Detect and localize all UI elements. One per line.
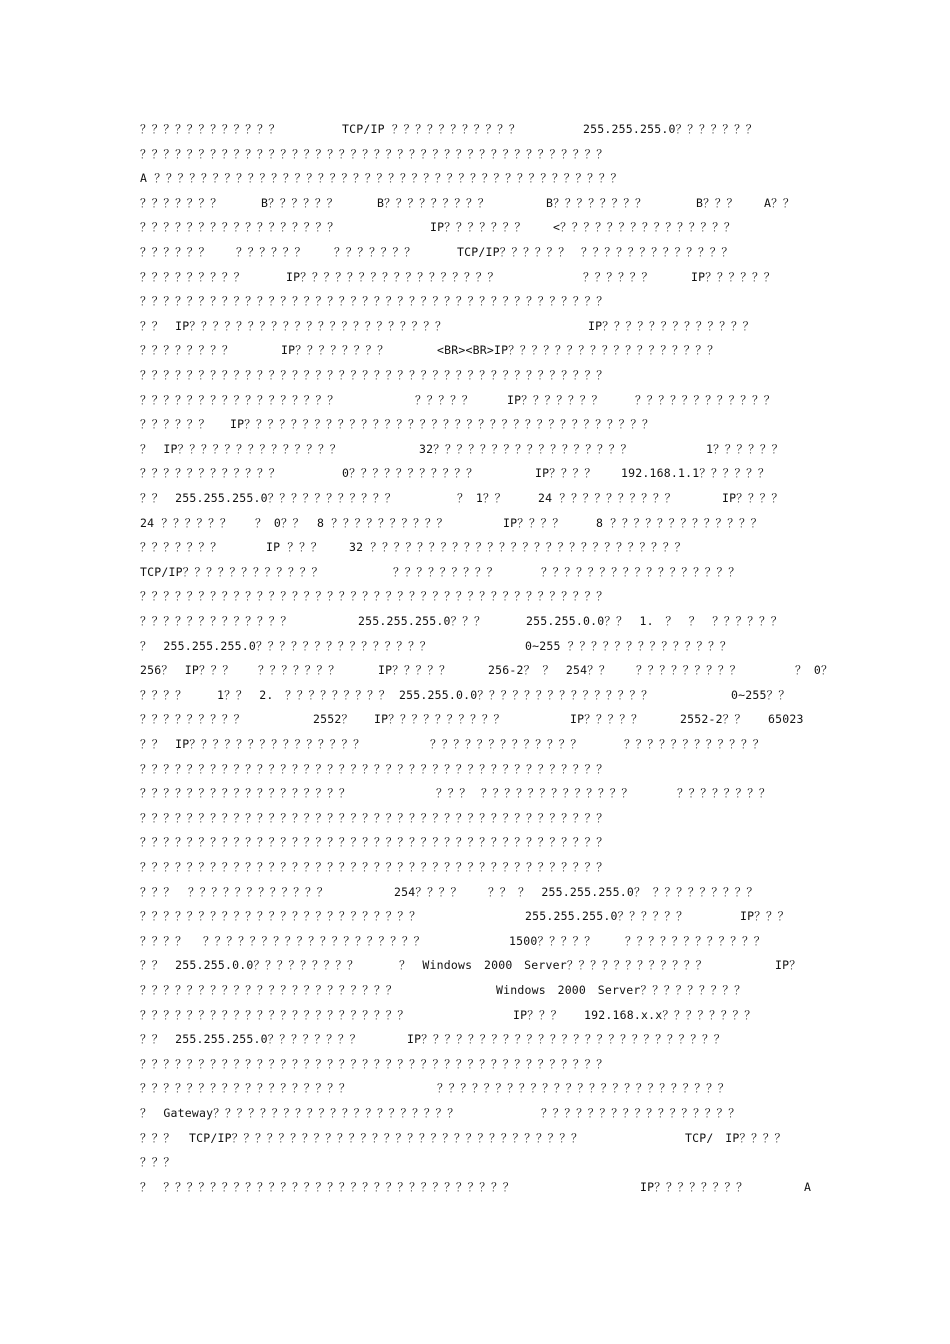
text-line <box>0 341 950 361</box>
text-line <box>0 1079 950 1099</box>
text-segment: ？？？？？？？？？？？？？？？？？？？？？？？？ <box>140 909 421 924</box>
text-segment: ？？？？？？？？？？？？？？？？？？？？？？？？？？？？？？？？？？？？？？？？ <box>140 368 608 382</box>
text-segment: A ？？？？？？？？？？？？？？？？？？？？？？？？？？？？？？？？？？？？？？？？ <box>140 171 623 186</box>
text-segment: IP？？？？ <box>722 491 784 505</box>
text-segment: ？？？？？？？？？ <box>393 564 499 579</box>
text-segment: ？？？ <box>140 884 176 899</box>
text-segment: ？？？？？？？？？？？？？？？？？？？？？？ <box>140 983 398 997</box>
text-segment: 32 ？？？？？？？？？？？？？？？？？？？？？？？？？？？ <box>349 540 687 555</box>
text-segment: ？？？？？？ <box>140 417 211 432</box>
text-line <box>0 809 950 829</box>
text-segment: B？？？？？？？？？ <box>377 195 490 210</box>
text-line <box>0 292 950 312</box>
text-segment: ？？？ <box>436 786 472 801</box>
text-segment: 1500？？？？？ <box>509 933 596 948</box>
text-line <box>0 637 950 657</box>
text-segment: IP？？？？？？？？？？？？？？？？？？？？？？？？？？？？？？？？？？？ <box>230 417 654 432</box>
text-segment: IP？？？？？？？？？？ <box>374 712 506 727</box>
text-line <box>0 194 950 214</box>
text-segment: IP ？？？ <box>266 540 323 555</box>
text-segment: ？ 1？？ <box>457 491 507 505</box>
text-segment: IP？？？？？？？ <box>507 392 604 407</box>
text-segment: 24 ？？？？？？？？？？ <box>538 491 677 505</box>
text-segment: IP？ <box>775 958 801 973</box>
text-segment: IP？？？？？？？？ <box>281 343 389 358</box>
text-segment: ？？？？？？？？？？？？？？？？？ <box>140 220 339 235</box>
text-line <box>0 1129 950 1149</box>
text-segment: ？？？？？？？？？？？？？？？？？？？？？？？？？？？？？？？？？？？？？？？？ <box>140 810 608 825</box>
text-line <box>0 760 950 780</box>
text-line <box>0 243 950 263</box>
text-line <box>0 981 950 1001</box>
text-segment: ？？？？？？？？？？？？ <box>188 884 329 899</box>
text-segment: ？？？？？？？？？？？？？ <box>481 786 634 801</box>
text-segment: ？？？？？？？ <box>140 540 222 555</box>
text-segment: ？ 0？ <box>795 663 833 678</box>
text-line <box>0 366 950 386</box>
text-segment: ？？ IP？？？？？？？？？？？？？？？ <box>140 737 365 751</box>
text-line <box>0 833 950 853</box>
text-line <box>0 587 950 607</box>
text-line <box>0 145 950 165</box>
text-segment: 2552-2？？ <box>680 712 747 727</box>
text-segment: 255.255.255.0？？？ <box>358 614 486 628</box>
text-segment: ？？？？？？？ <box>334 245 416 259</box>
text-line <box>0 1153 950 1173</box>
text-line <box>0 907 950 927</box>
text-line <box>0 1178 950 1198</box>
text-segment: IP？？？？？？？？？？？？？？？？？？？？？？？？？？ <box>407 1032 726 1047</box>
text-segment: ？？？？？？？？？？？？？？？？？？？ <box>203 933 426 948</box>
text-segment: ？ IP？？？？？？？？？？？？？？ <box>140 441 342 456</box>
text-segment: ？？？ <box>140 1155 176 1170</box>
text-line <box>0 735 950 755</box>
text-line <box>0 464 950 484</box>
text-segment: 65023 <box>768 712 804 727</box>
text-segment: IP？？？？？？？？ <box>640 1179 748 1194</box>
text-segment: ？？？？？？？？？？？？？？？？？ <box>541 564 740 579</box>
text-segment: ？ Windows 2000 Server？？？？？？？？？？？？ <box>399 958 708 973</box>
text-segment: 32？？？？？？？？？？？？？？？？？ <box>419 441 633 456</box>
text-segment: 256？ IP？？？ <box>140 663 235 678</box>
text-segment: 192.168.x.x？？？？？？？？ <box>584 1007 756 1022</box>
text-segment: ？？？？？？？？？？？？？？？？？？？？？？？？？ <box>437 1081 730 1096</box>
text-segment: IP？？？？ <box>535 466 597 481</box>
text-segment: B？？？？？？ <box>261 195 339 210</box>
text-segment: TCP/IP？？？？？？？？？？？？？？？？？？？？？？？？？？？？？？ <box>189 1130 583 1145</box>
text-segment: ？？？？？？？？？？？？？？？？？？？？？？？ <box>140 1007 410 1022</box>
text-segment: 255.255.255.0？？？？？？？ <box>583 122 758 136</box>
text-segment: ？？？？？？？？？？？？？？？？？？ <box>140 1081 351 1096</box>
text-line <box>0 538 950 558</box>
text-line <box>0 1055 950 1075</box>
text-segment: ？？？？ <box>140 687 187 702</box>
text-segment: ？？？？？？？？？ <box>140 269 246 284</box>
text-segment: A？？ <box>764 195 795 210</box>
text-segment: B？？？ <box>696 195 739 210</box>
text-segment: TCP/IP ？？？？？？？？？？？ <box>342 122 521 136</box>
text-segment: 255.255.255.0？？？？？？ <box>525 909 688 924</box>
text-segment: ？？？？？？？？？？？？？？？？？？？？？？？？？？？？？？？？？？？？？？？？ <box>140 860 608 874</box>
text-line <box>0 932 950 952</box>
text-segment: ？？ 255.255.255.0？？？？？？？？？？？ <box>140 491 397 505</box>
text-segment: ？？？？？？？？？？？？？？？？？？？？？？？？？？？？？？？？？？？？？？？？ <box>140 1056 608 1071</box>
text-line <box>0 710 950 730</box>
text-segment: ？ 0？？ <box>255 515 305 530</box>
text-segment: 8 ？？？？？？？？？？ <box>317 515 449 530</box>
text-segment: ？ 255.255.255.0？？？？？？？？？？？？？？？ <box>140 638 432 653</box>
text-segment: IP？？？？？？？？？？？？？ <box>588 318 755 333</box>
text-segment: ？？？？？？？？？？？？ <box>140 122 281 136</box>
text-line <box>0 120 950 140</box>
text-segment: 0~255 ？？？？？？？？？？？？？？ <box>525 638 732 653</box>
text-segment: ？？？？？？？ <box>140 195 222 210</box>
text-segment: <BR><BR>IP？？？？？？？？？？？？？？？？？？ <box>437 343 719 358</box>
text-segment: 1？？ 2. ？？？？？？？？？ <box>217 687 391 702</box>
text-segment: 254？？？？ <box>394 884 463 899</box>
text-segment: B？？？？？？？？ <box>546 195 647 210</box>
text-segment: ？？？？？？？？？？？？？？？？？？？？？？？？？？？？？？？？？？？？？？？？ <box>140 294 608 309</box>
text-line <box>0 563 950 583</box>
text-segment: ？？？？？？？？？？？？？？？？？？ <box>140 786 351 801</box>
text-segment: ？？ <box>488 884 512 899</box>
text-segment: ？？？？？？？？？？？？？ <box>140 614 293 628</box>
text-segment: IP？？？？？ <box>378 663 451 678</box>
text-segment: ？？？ <box>140 1130 176 1145</box>
text-segment: 24 ？？？？？？ <box>140 515 232 530</box>
text-segment: ？ 255.255.255.0？ ？？？？？？？？？ <box>518 884 759 899</box>
text-segment: IP？？？？ <box>503 515 565 530</box>
text-segment: ？？？？？？？？？？？？？？？？？？？？？？？？？？？？？？？？？？？？？？？？ <box>140 761 608 776</box>
text-segment: ？？？？？？？？？？？？？ <box>581 245 734 259</box>
text-segment: ？？？？？？？？？ <box>636 663 742 678</box>
text-segment: Windows 2000 Server？？？？？？？？？ <box>496 983 746 997</box>
text-segment: IP？？？ <box>513 1007 563 1022</box>
text-line <box>0 883 950 903</box>
text-line <box>0 784 950 804</box>
text-segment: ？？？？？？？？？ <box>140 712 246 727</box>
text-line <box>0 1006 950 1026</box>
text-segment: ？？？？？？ <box>236 245 307 259</box>
text-segment: ？？？？？？？？？？？？ <box>635 392 776 407</box>
text-segment: <？？？？？？？？？？？？？？？ <box>553 220 736 235</box>
text-segment: ？？？？？？？？？？？？？？？？？ <box>140 392 339 407</box>
text-line <box>0 661 950 681</box>
text-segment: TCP/ IP？？？？ <box>685 1130 787 1145</box>
text-line <box>0 317 950 337</box>
text-segment: ？？？？？ <box>415 392 474 407</box>
text-segment: ？？？？？？？？？？？？？ <box>430 737 583 751</box>
text-line <box>0 1104 950 1124</box>
text-segment: ？？？？？？？？？？？？？？？？？？？？？？？？？？？？？？？？？？？？？？？？ <box>140 835 608 850</box>
text-segment: ？？？？？？？？？？？？ <box>625 933 766 948</box>
text-segment: 255.255.0.0？？？？？？？？？？？？？？？ <box>399 687 653 702</box>
text-line <box>0 169 950 189</box>
text-segment: ？ ？？？？？？？？？？？？？？？？？？？？？？？？？？？？？？ <box>140 1179 515 1194</box>
text-line <box>0 489 950 509</box>
text-segment: IP？？？？？？？？？？？？？？？？？ <box>286 269 500 284</box>
text-line <box>0 218 950 238</box>
text-segment: ？？？？？？？？ <box>140 343 234 358</box>
text-segment: A <box>804 1179 812 1194</box>
text-segment: 1？？？？？？ <box>706 441 784 456</box>
text-segment: ？？？？？？ <box>583 269 654 284</box>
text-line <box>0 440 950 460</box>
text-segment: 8 ？？？？？？？？？？？？？ <box>596 515 763 530</box>
text-segment: TCP/IP？？？？？？？？？？？？ <box>140 564 324 579</box>
text-segment: ？？？？？？？？？？？？？？？？？？？？？？？？？？？？？？？？？？？？？？？？ <box>140 146 608 161</box>
text-segment: ？？？？？？？？？？？？ <box>624 737 765 751</box>
text-segment: IP？？？？？？？ <box>430 220 527 235</box>
text-segment: ？？？？ <box>140 933 187 948</box>
text-segment: ？？ IP？？？？？？？？？？？？？？？？？？？？？？ <box>140 318 447 333</box>
text-segment: TCP/IP？？？？？？ <box>457 245 570 259</box>
text-segment: 2552？ <box>313 712 354 727</box>
text-line <box>0 268 950 288</box>
text-segment: IP？？？ <box>740 909 790 924</box>
text-line <box>0 956 950 976</box>
text-segment: IP？？？？？？ <box>691 269 776 284</box>
text-line <box>0 612 950 632</box>
text-line <box>0 686 950 706</box>
text-line <box>0 1030 950 1050</box>
text-segment: ？？ 255.255.255.0？？？？？？？？ <box>140 1032 362 1047</box>
text-segment: ？？？？？？？？ <box>677 786 771 801</box>
text-segment: ？？？？？？？ <box>258 663 340 678</box>
text-line <box>0 514 950 534</box>
text-segment: 255.255.0.0？？ 1. ？ ？ ？？？？？？ <box>526 614 783 628</box>
text-segment: 0？？？？？？？？？？？ <box>342 466 478 481</box>
text-segment: ？？？？？？？？？？？？？？？？？ <box>541 1106 740 1120</box>
text-segment: 192.168.1.1？？？？？？ <box>621 466 770 481</box>
text-line <box>0 858 950 878</box>
text-segment: ？？？？？？？？？？？？ <box>140 466 281 481</box>
text-line <box>0 415 950 435</box>
text-segment: ？？ 255.255.0.0？？？？？？？？？ <box>140 958 359 973</box>
text-segment: 0~255？？ <box>731 687 791 702</box>
text-line <box>0 391 950 411</box>
text-segment: 256-2？ ？ 254？？ <box>488 663 611 678</box>
text-segment: ？ Gateway？？？？？？？？？？？？？？？？？？？？？ <box>140 1106 459 1120</box>
text-segment: ？？？？？？？？？？？？？？？？？？？？？？？？？？？？？？？？？？？？？？？？ <box>140 589 608 604</box>
text-segment: IP？？？？？ <box>570 712 643 727</box>
text-segment: ？？？？？？ <box>140 245 211 259</box>
